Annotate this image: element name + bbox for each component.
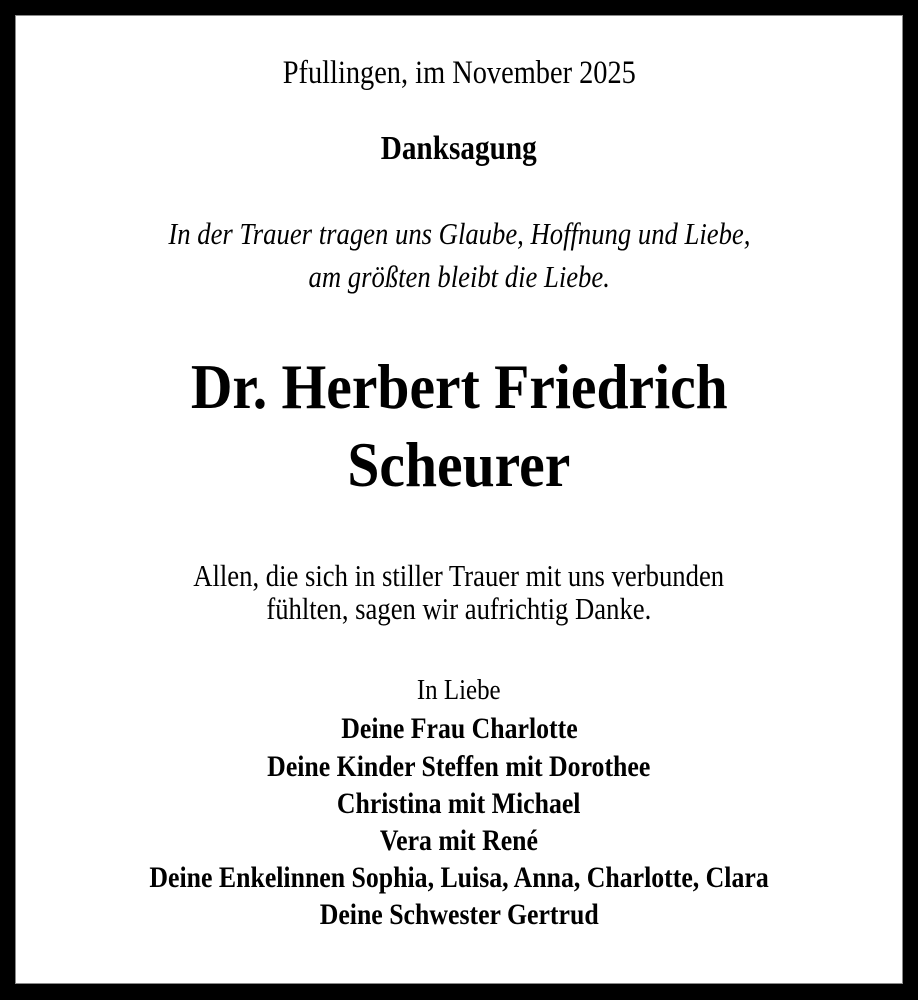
closing-text: In Liebe xyxy=(417,674,501,706)
verse-line-1 xyxy=(15,218,903,249)
notice-heading-text: Danksagung xyxy=(380,130,538,167)
signatory-line xyxy=(15,752,903,782)
signatory-line xyxy=(15,826,903,856)
verse-text-2: am größten bleibt die Liebe. xyxy=(308,259,610,294)
deceased-name-text-1: Dr. Herbert Friedrich xyxy=(190,351,728,422)
signatory-text: Deine Enkelinnen Sophia, Luisa, Anna, Charlotte, Clara xyxy=(149,861,769,894)
notice-heading xyxy=(15,132,903,166)
signatory-text: Christina mit Michael xyxy=(337,787,581,820)
closing-phrase xyxy=(15,676,903,705)
deceased-name-line-1 xyxy=(15,351,903,422)
signatory-line xyxy=(15,714,903,744)
deceased-name-line-2 xyxy=(15,429,903,500)
signatory-line xyxy=(15,900,903,930)
signatory-text: Deine Frau Charlotte xyxy=(340,712,578,745)
signatory-text: Deine Kinder Steffen mit Dorothee xyxy=(267,750,651,783)
thanks-text-2: fühlten, sagen wir aufrichtig Danke. xyxy=(266,591,652,626)
signatory-line xyxy=(15,789,903,819)
thanks-line-1 xyxy=(15,560,903,591)
thanks-text-1: Allen, die sich in stiller Trauer mit uns verbunden xyxy=(193,558,725,593)
place-date-text: Pfullingen, im November 2025 xyxy=(282,55,636,91)
verse-text-1: In der Trauer tragen uns Glaube, Hoffnung und Liebe, xyxy=(167,216,751,251)
thanks-line-2 xyxy=(15,593,903,624)
deceased-name-text-2: Scheurer xyxy=(347,429,571,500)
signatory-line xyxy=(15,863,903,893)
verse-line-2 xyxy=(15,261,903,292)
signatory-text: Deine Schwester Gertrud xyxy=(319,898,599,931)
signatory-text: Vera mit René xyxy=(379,824,539,857)
obituary-notice-card xyxy=(15,15,903,984)
place-date xyxy=(15,57,903,90)
